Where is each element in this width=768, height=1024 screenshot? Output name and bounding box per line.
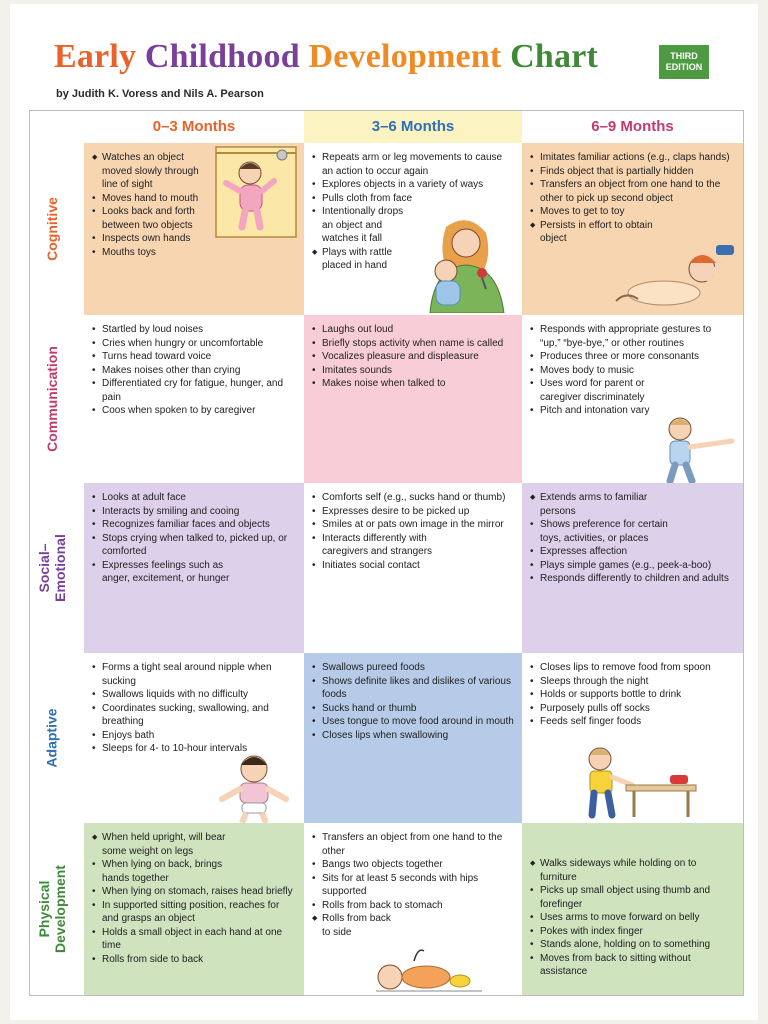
list-item: • Moves from back to sitting without assistance [530,952,730,979]
baby-sitting-illustration [214,753,294,823]
row-label-cognitive [30,143,74,315]
list-item: • Interacts differently with caregivers and strangers [312,532,472,559]
list-item: • Stops crying when talked to, picked up, or comforted [92,532,296,559]
edition-badge: THIRD EDITION [658,44,710,80]
milestone-list [530,323,730,418]
list-item: • Mouths toys [92,246,210,260]
milestone-list [530,831,730,979]
list-item: • Makes noise when talked to [312,377,514,391]
cell-physical-6-9 [522,823,743,995]
cell-adaptive-6-9 [522,653,743,823]
list-item: • Stands alone, holding on to something [530,938,730,952]
list-item: ◆ Persists in effort to obtain object [530,219,680,246]
list-item: • Imitates sounds [312,364,514,378]
list-item: • Uses word for parent or caregiver discriminately [530,377,680,404]
title-word-childhood: Childhood [144,38,300,75]
list-item: • Sits for at least 5 seconds with hips supported [312,872,514,899]
row-label-text: Adaptive [44,708,60,768]
row-label-line: Social– [36,543,53,593]
title-word-chart: Chart [510,38,599,75]
list-item: • Rolls from back to stomach [312,899,514,913]
list-item: • Transfers an object from one hand to the other [312,831,514,858]
list-item: • Pitch and intonation vary [530,404,730,418]
list-item: • Turns head toward voice [92,350,296,364]
list-item: • Inspects own hands [92,232,210,246]
row-label-line: Physical [36,880,53,938]
cell-communication-0-3 [84,315,304,483]
list-item: • Expresses feelings such as anger, excitement, or hunger [92,559,252,586]
list-item: • Explores objects in a variety of ways [312,178,514,192]
age-header-3-6: 3–6 Months [304,111,522,143]
row-label-text [36,534,68,602]
row-label-line: Emotional [52,534,69,602]
milestone-list [92,323,296,418]
list-item: ◆ When held upright, will bear some weight on legs [92,831,252,858]
age-header-0-3: 0–3 Months [152,118,236,135]
milestone-list [530,491,730,586]
list-item: • Recognizes familiar faces and objects [92,518,296,532]
cell-cognitive-0-3 [84,143,304,315]
list-item: • Holds a small object in each hand at one time [92,926,296,953]
row-label-text: Communication [44,346,60,452]
milestone-list [312,491,514,572]
list-item: • Looks back and forth between two objects [92,205,210,232]
list-item: ◆ Watches an object moved slowly through line of sight [92,151,210,192]
title-word-early: Early [54,38,137,75]
cell-social-emotional-6-9 [522,483,743,653]
list-item: • Sleeps through the night [530,675,730,689]
list-item: • Enjoys bath [92,729,296,743]
row-label-physical-development [30,823,74,995]
list-item: • Purposely pulls off socks [530,702,730,716]
cell-social-emotional-3-6 [304,483,522,653]
row-label-communication [30,315,74,483]
list-item: • Vocalizes pleasure and displeasure [312,350,514,364]
list-item: • When lying on back, brings hands together [92,858,232,885]
list-item: ◆ Rolls from back to side [312,912,402,939]
list-item: • Holds or supports bottle to drink [530,688,730,702]
list-item: ◆ Plays with rattle placed in hand [312,246,410,273]
list-item: • Coos when spoken to by caregiver [92,404,296,418]
list-item: • Startled by loud noises [92,323,296,337]
list-item: • Shows preference for certain toys, activities, or places [530,518,680,545]
cell-cognitive-3-6 [304,143,522,315]
milestone-list [312,661,514,742]
cell-adaptive-3-6 [304,653,522,823]
list-item: • Forms a tight seal around nipple when sucking [92,661,296,688]
crawling-baby-illustration [608,243,738,313]
list-item: • Moves body to music [530,364,730,378]
row-label-text: Cognitive [44,197,60,261]
list-item: • Smiles at or pats own image in the mirror [312,518,514,532]
list-item: • Moves hand to mouth [92,192,210,206]
list-item: • When lying on stomach, raises head briefly [92,885,296,899]
parent-and-baby-illustration [416,213,516,313]
row-label-adaptive [30,653,74,823]
list-item: • Looks at adult face [92,491,296,505]
cell-physical-3-6 [304,823,522,995]
milestone-list [312,831,514,939]
list-item: • Cries when hungry or uncomfortable [92,337,296,351]
cell-communication-6-9 [522,315,743,483]
list-item: • Responds differently to children and adults [530,572,730,586]
milestone-list [530,151,730,246]
list-item: • Makes noises other than crying [92,364,296,378]
list-item: • Differentiated cry for fatigue, hunger, and pain [92,377,296,404]
age-header-6-9: 6–9 Months [591,118,674,135]
byline: by Judith K. Voress and Nils A. Pearson [56,88,264,100]
list-item: ◆ Extends arms to familiar persons [530,491,670,518]
list-item: • Bangs two objects together [312,858,514,872]
development-chart [29,110,744,996]
milestone-list [92,831,296,966]
list-item: • Closes lips when swallowing [312,729,514,743]
list-item: • Plays simple games (e.g., peek-a-boo) [530,559,730,573]
list-item: • Expresses desire to be picked up [312,505,514,519]
list-item: • Pulls cloth from face [312,192,514,206]
list-item: • Swallows pureed foods [312,661,514,675]
list-item: • Coordinates sucking, swallowing, and breathing [92,702,296,729]
chart-page [10,4,758,1020]
cell-cognitive-6-9 [522,143,743,315]
milestone-list [92,491,296,586]
baby-in-crib-illustration [212,145,302,241]
rolling-baby-illustration [374,949,484,993]
list-item: • Expresses affection [530,545,730,559]
list-item: • Interacts by smiling and cooing [92,505,296,519]
list-item: • Swallows liquids with no difficulty [92,688,296,702]
list-item: • Imitates familiar actions (e.g., claps hands) [530,151,730,165]
list-item: • Comforts self (e.g., sucks hand or thumb) [312,491,514,505]
cell-communication-3-6 [304,315,522,483]
list-item: • Feeds self finger foods [530,715,730,729]
milestone-list [92,661,296,756]
page-title [54,38,598,76]
milestone-list [92,151,210,259]
list-item: • Sucks hand or thumb [312,702,514,716]
milestone-list [530,661,730,729]
list-item: • Sleeps for 4- to 10-hour intervals [92,742,296,756]
toddler-standing-illustration [642,415,738,483]
cell-social-emotional-0-3 [84,483,304,653]
cell-physical-0-3 [84,823,304,995]
list-item: • Uses arms to move forward on belly [530,911,730,925]
list-item: • Produces three or more consonants [530,350,730,364]
list-item: • Laughs out loud [312,323,514,337]
cell-adaptive-0-3 [84,653,304,823]
row-label-social-emotional [30,483,74,653]
list-item: • Moves to get to toy [530,205,730,219]
list-item: • Intentionally drops an object and watches it fall [312,205,410,246]
list-item: • Uses tongue to move food around in mouth [312,715,514,729]
title-word-development: Development [308,38,502,75]
list-item: • Repeats arm or leg movements to cause an action to occur again [312,151,514,178]
list-item: • Briefly stops activity when name is called [312,337,514,351]
list-item: • Transfers an object from one hand to the other to pick up second object [530,178,730,205]
list-item: • Closes lips to remove food from spoon [530,661,730,675]
list-item: ◆ Walks sideways while holding on to furniture [530,857,730,884]
list-item: • Responds with appropriate gestures to “up,” “bye-bye,” or other routines [530,323,730,350]
list-item: • Finds object that is partially hidden [530,165,730,179]
row-label-line: Development [52,865,69,953]
list-item: • In supported sitting position, reaches for and grasps an object [92,899,296,926]
list-item: • Initiates social contact [312,559,514,573]
row-label-text [36,865,68,953]
list-item: • Pokes with index finger [530,925,730,939]
list-item: • Shows definite likes and dislikes of various foods [312,675,514,702]
milestone-list [312,323,514,391]
list-item: • Picks up small object using thumb and forefinger [530,884,730,911]
list-item: • Rolls from side to back [92,953,296,967]
toddler-at-table-illustration [576,745,700,821]
